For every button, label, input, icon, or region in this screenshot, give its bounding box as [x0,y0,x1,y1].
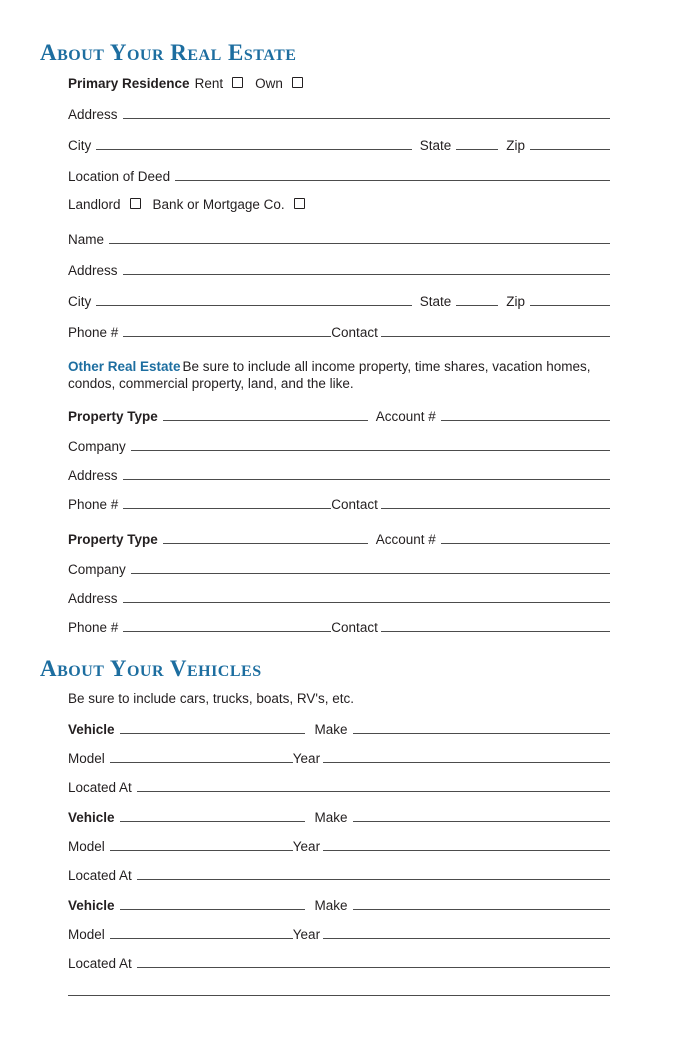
contact-label: Contact [331,497,378,512]
lender-zip-input[interactable] [530,291,610,306]
model-label: Model [68,751,105,766]
row-vehicle-1-model [68,748,610,770]
rent-checkbox[interactable] [232,77,243,88]
lender-contact-input[interactable] [381,322,610,337]
vehicle-3-located-input[interactable] [137,953,610,968]
row-vehicle-1 [68,719,610,741]
section-title-real-estate: About Your Real Estate [40,40,297,65]
make-label: Make [314,810,348,825]
property-contact-2-input[interactable] [381,617,610,632]
vehicle-label: Vehicle [68,722,115,737]
row-residence-city [68,135,610,157]
lender-state-input[interactable] [456,291,498,306]
vehicle-3-make-input[interactable] [353,895,610,910]
property-type-1-input[interactable] [163,406,368,421]
vehicle-2-year-input[interactable] [323,836,610,851]
row-vehicle-3 [68,895,610,917]
other-real-estate-note-block [68,358,613,392]
other-real-estate-note: Be sure to include all income property, time shares, vacation homes, condos, commercial property, land, and the like. [68,359,591,391]
row-lender-city [68,291,610,313]
row-property-company-1 [68,436,610,458]
row-vehicle-2 [68,807,610,829]
phone-label: Phone # [68,497,119,512]
row-property-company-2 [68,559,610,581]
city-label: City [68,294,92,309]
row-vehicle-2-located [68,865,610,887]
lender-address-input[interactable] [123,260,610,275]
property-phone-1-input[interactable] [123,494,331,509]
property-account-2-input[interactable] [441,529,610,544]
lender-city-input[interactable] [96,291,411,306]
vehicle-3-year-input[interactable] [323,924,610,939]
address-label: Address [68,107,118,122]
property-type-label: Property Type [68,409,158,424]
vehicle-label: Vehicle [68,810,115,825]
company-label: Company [68,439,126,454]
row-lender-phone [68,322,610,344]
model-label: Model [68,839,105,854]
vehicle-3-model-input[interactable] [110,924,293,939]
vehicle-1-make-input[interactable] [353,719,610,734]
property-type-2-input[interactable] [163,529,368,544]
location-of-deed-label: Location of Deed [68,169,171,184]
address-label: Address [68,468,118,483]
primary-residence-label: Primary Residence [68,76,190,91]
vehicle-1-year-input[interactable] [323,748,610,763]
row-primary-residence [68,76,610,98]
city-label: City [68,138,92,153]
vehicle-2-located-input[interactable] [137,865,610,880]
row-landlord-bank [68,197,610,219]
contact-label: Contact [331,325,378,340]
located-at-label: Located At [68,956,132,971]
property-type-label: Property Type [68,532,158,547]
row-location-of-deed [68,166,610,188]
vehicle-1-model-input[interactable] [110,748,293,763]
row-property-address-2 [68,588,610,610]
row-property-type-2 [68,529,610,551]
section-title-vehicles: About Your Vehicles [40,656,262,681]
phone-label: Phone # [68,325,119,340]
vehicle-2-model-input[interactable] [110,836,293,851]
phone-label: Phone # [68,620,119,635]
contact-label: Contact [331,620,378,635]
location-of-deed-input[interactable] [175,166,610,181]
zip-label: Zip [506,294,525,309]
row-lender-name [68,229,610,251]
bank-or-mortgage-label: Bank or Mortgage Co. [152,197,285,212]
row-property-type-1 [68,406,610,428]
other-real-estate-label: Other Real Estate [68,359,181,374]
property-company-2-input[interactable] [131,559,610,574]
year-label: Year [292,751,321,766]
year-label: Year [292,927,321,942]
name-label: Name [68,232,105,247]
residence-state-input[interactable] [456,135,498,150]
landlord-checkbox[interactable] [130,198,141,209]
row-property-phone-1 [68,494,610,516]
account-label: Account # [375,409,436,424]
row-vehicle-1-located [68,777,610,799]
property-phone-2-input[interactable] [123,617,331,632]
vehicle-label: Vehicle [68,898,115,913]
own-label: Own [255,76,283,91]
zip-label: Zip [506,138,525,153]
account-label: Account # [375,532,436,547]
residence-city-input[interactable] [96,135,411,150]
own-checkbox[interactable] [292,77,303,88]
address-label: Address [68,591,118,606]
vehicle-3-input[interactable] [120,895,305,910]
property-company-1-input[interactable] [131,436,610,451]
model-label: Model [68,927,105,942]
vehicle-1-located-input[interactable] [137,777,610,792]
make-label: Make [314,722,348,737]
state-label: State [419,294,452,309]
residence-zip-input[interactable] [530,135,610,150]
row-vehicle-3-model [68,924,610,946]
property-contact-1-input[interactable] [381,494,610,509]
vehicle-2-input[interactable] [120,807,305,822]
address-label: Address [68,263,118,278]
bank-or-mortgage-checkbox[interactable] [294,198,305,209]
rent-label: Rent [194,76,224,91]
row-residence-address [68,104,610,126]
lender-name-input[interactable] [109,229,610,244]
row-property-address-1 [68,465,610,487]
located-at-label: Located At [68,868,132,883]
residence-address-input[interactable] [123,104,610,119]
row-vehicle-3-located [68,953,610,975]
located-at-label: Located At [68,780,132,795]
year-label: Year [292,839,321,854]
state-label: State [419,138,452,153]
row-property-phone-2 [68,617,610,639]
row-lender-address [68,260,610,282]
lender-phone-input[interactable] [123,322,331,337]
vehicle-2-make-input[interactable] [353,807,610,822]
property-address-1-input[interactable] [123,465,610,480]
company-label: Company [68,562,126,577]
row-vehicle-2-model [68,836,610,858]
vehicles-note: Be sure to include cars, trucks, boats, RV's, etc. [68,691,354,706]
landlord-label: Landlord [68,197,121,212]
vehicle-1-input[interactable] [120,719,305,734]
property-account-1-input[interactable] [441,406,610,421]
property-address-2-input[interactable] [123,588,610,603]
bottom-blank-line[interactable] [68,995,610,996]
make-label: Make [314,898,348,913]
